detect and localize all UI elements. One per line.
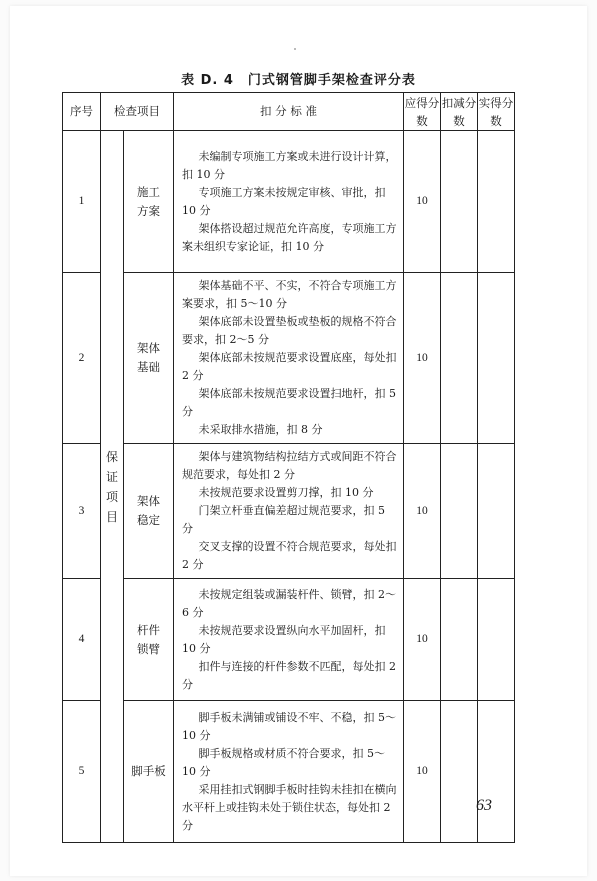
should-score: 10 [404, 579, 441, 701]
group-label [101, 131, 124, 843]
deduct-score [441, 273, 478, 444]
criteria-cell [174, 701, 404, 843]
actual-score [478, 273, 515, 444]
check-item-text: 架体稳定 [137, 494, 160, 527]
header-criteria: 扣 分 标 准 [174, 93, 404, 131]
criteria-line: 架体底部未设置垫板或垫板的规格不符合要求，扣 2～5 分 [182, 315, 397, 346]
criteria-cell [174, 579, 404, 701]
should-score: 10 [404, 701, 441, 843]
table-row [63, 444, 515, 579]
criteria-cell [174, 444, 404, 579]
header-actual-score: 实得分数 [478, 93, 515, 131]
deduct-score [441, 579, 478, 701]
criteria-line: 未按规定组装或漏装杆件、锁臂，扣 2～6 分 [182, 587, 396, 619]
actual-score [478, 579, 515, 701]
header-check-item: 检查项目 [101, 93, 174, 131]
actual-score [478, 444, 515, 579]
table-row [63, 131, 515, 273]
should-score: 10 [404, 131, 441, 273]
criteria-line: 门架立杆垂直偏差超过规范要求，扣 5 分 [182, 504, 385, 535]
header-should-score: 应得分数 [404, 93, 441, 131]
check-item: 脚手板 [124, 701, 174, 843]
criteria-line: 架体与建筑物结构拉结方式或间距不符合规范要求，每处扣 2 分 [182, 450, 397, 481]
scoring-table [62, 92, 515, 843]
actual-score [478, 131, 515, 273]
criteria-line: 采用挂扣式钢脚手板时挂钩未挂扣在横向水平杆上或挂钩未处于锁住状态，每处扣 2 分 [182, 782, 397, 832]
check-item [124, 579, 174, 701]
table-row [63, 579, 515, 701]
criteria-line: 未采取排水措施，扣 8 分 [198, 423, 323, 436]
table-row [63, 701, 515, 843]
page-number: 63 [476, 797, 492, 814]
row-number: 2 [63, 273, 101, 444]
actual-score [478, 701, 515, 843]
row-number: 5 [63, 701, 101, 843]
group-label-text: 保证项目 [105, 449, 118, 524]
row-number: 3 [63, 444, 101, 579]
criteria-line: 扣件与连接的杆件参数不匹配，每处扣 2 分 [182, 659, 396, 691]
criteria-cell [174, 273, 404, 444]
row-number: 1 [63, 131, 101, 273]
criteria-line: 脚手板未满铺或铺设不牢、不稳，扣 5～10 分 [182, 710, 396, 742]
should-score: 10 [404, 444, 441, 579]
criteria-line: 架体底部未按规范要求设置扫地杆，扣 5 分 [182, 387, 396, 418]
header-deduct-score: 扣减分数 [441, 93, 478, 131]
criteria-line: 未编制专项施工方案或未进行设计计算，扣 10 分 [182, 149, 397, 181]
deduct-score [441, 701, 478, 843]
row-number: 4 [63, 579, 101, 701]
criteria-line: 未按规范要求设置纵向水平加固杆，扣 10 分 [182, 623, 386, 655]
check-item-text: 杆件锁臂 [137, 622, 160, 656]
scan-speck [294, 48, 296, 50]
criteria-line: 架体底部未按规范要求设置底座，每处扣 2 分 [182, 351, 397, 382]
deduct-score [441, 131, 478, 273]
check-item [124, 131, 174, 273]
table-title: 表 D. 4 门式钢管脚手架检查评分表 [181, 73, 416, 88]
check-item-text: 架体基础 [137, 341, 160, 374]
criteria-cell [174, 131, 404, 273]
criteria-line: 专项施工方案未按规定审核、审批，扣 10 分 [182, 185, 386, 217]
check-item-text: 施工方案 [137, 184, 160, 218]
should-score: 10 [404, 273, 441, 444]
check-item [124, 273, 174, 444]
header-seq: 序号 [63, 93, 101, 131]
criteria-line: 脚手板规格或材质不符合要求，扣 5～10 分 [182, 746, 385, 778]
criteria-line: 架体基础不平、不实，不符合专项施工方案要求，扣 5～10 分 [182, 279, 397, 310]
table-row [63, 273, 515, 444]
deduct-score [441, 444, 478, 579]
criteria-line: 交叉支撑的设置不符合规范要求，每处扣 2 分 [182, 540, 397, 571]
criteria-line: 未按规范要求设置剪刀撑，扣 10 分 [198, 486, 374, 499]
header-row [63, 93, 515, 131]
check-item [124, 444, 174, 579]
criteria-line: 架体搭设超过规范允许高度，专项施工方案未组织专家论证，扣 10 分 [182, 221, 397, 253]
